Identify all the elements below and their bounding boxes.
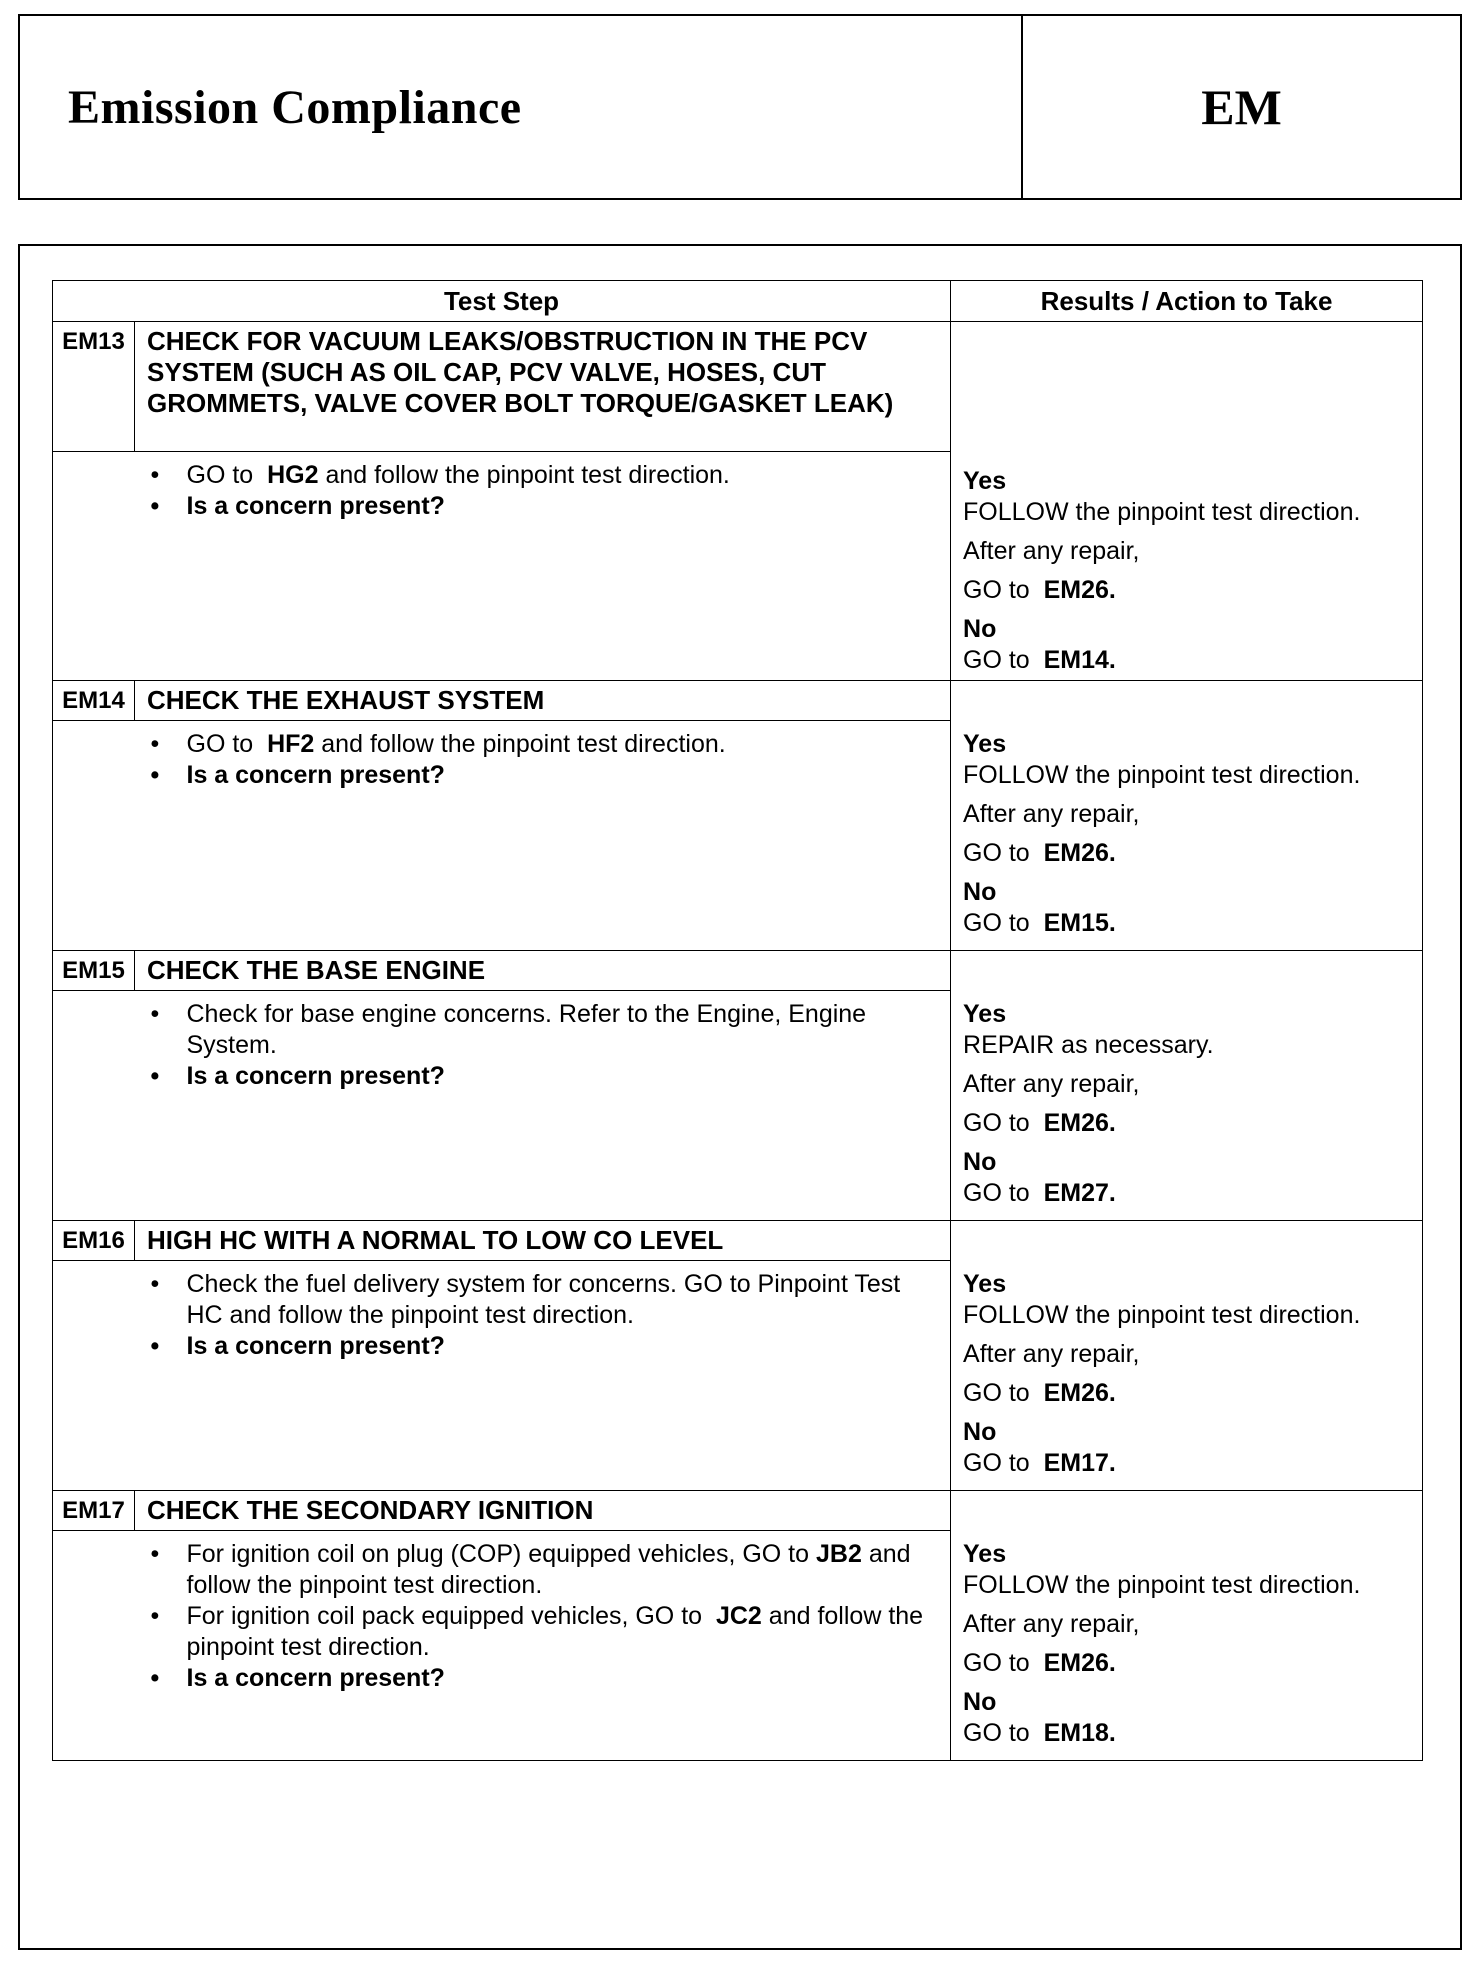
result-after-repair: After any repair, (963, 1610, 1140, 1638)
step-id-spacer (53, 1531, 135, 1761)
goto-ref: EM26. (1043, 1109, 1116, 1137)
result-no-label: No (963, 878, 997, 906)
goto-text: GO to (963, 1179, 1030, 1207)
step-body (135, 721, 951, 951)
step-bullet: • For ignition coil on plug (COP) equipped vehicles, GO to JB2 and follow the pinpoint test direction. (145, 1539, 941, 1601)
result-no-goto (963, 1718, 1416, 1749)
content-frame (18, 244, 1462, 1950)
page-header (18, 14, 1462, 200)
step-title: HIGH HC WITH A NORMAL TO LOW CO LEVEL (135, 1221, 951, 1261)
step-id-spacer (53, 721, 135, 951)
result-yes-action: FOLLOW the pinpoint test direction. (963, 1571, 1361, 1599)
result-goto (963, 575, 1416, 606)
result-yes-action: FOLLOW the pinpoint test direction. (963, 1301, 1361, 1329)
goto-text: GO to (963, 1719, 1030, 1747)
step-title: CHECK THE EXHAUST SYSTEM (135, 681, 951, 721)
step-question: • Is a concern present? (145, 1061, 941, 1092)
step-row-em15-title (53, 951, 1423, 991)
table-header-row (53, 281, 1423, 322)
step-question: • Is a concern present? (145, 1663, 941, 1694)
goto-ref: EM17. (1043, 1449, 1116, 1477)
step-title: CHECK FOR VACUUM LEAKS/OBSTRUCTION IN THE PCV SYSTEM (SUCH AS OIL CAP, PCV VALVE, HOSES, CUT GROMMETS, VALVE COVER BOLT TORQUE/GASKET LEAK) (135, 322, 951, 452)
step-title: CHECK THE SECONDARY IGNITION (135, 1491, 951, 1531)
step-id: EM15 (53, 951, 135, 991)
step-id: EM17 (53, 1491, 135, 1531)
goto-ref: EM26. (1043, 1379, 1116, 1407)
goto-text: GO to (963, 909, 1030, 937)
result-no-goto (963, 1448, 1416, 1479)
step-bullets (145, 460, 941, 522)
goto-text: GO to (963, 1449, 1030, 1477)
header-title-cell (20, 16, 1023, 198)
goto-ref: EM18. (1043, 1719, 1116, 1747)
result-after-repair: After any repair, (963, 1340, 1140, 1368)
col-header-results: Results / Action to Take (951, 281, 1423, 322)
step-row-em16-title (53, 1221, 1423, 1261)
step-title: CHECK THE BASE ENGINE (135, 951, 951, 991)
result-yes-action: FOLLOW the pinpoint test direction. (963, 761, 1361, 789)
step-bullet: • Check for base engine concerns. Refer to the Engine, Engine System. (145, 999, 941, 1061)
result-no-label: No (963, 1418, 997, 1446)
step-bullets (145, 1539, 941, 1694)
step-id-spacer (53, 452, 135, 681)
result-no-goto (963, 645, 1416, 676)
result-goto (963, 1108, 1416, 1139)
step-row-em14-title (53, 681, 1423, 721)
goto-text: GO to (963, 576, 1030, 604)
result-after-repair: After any repair, (963, 1070, 1140, 1098)
step-bullets (145, 999, 941, 1092)
result-goto (963, 1648, 1416, 1679)
result-yes-action: FOLLOW the pinpoint test direction. (963, 498, 1361, 526)
result-after-repair: After any repair, (963, 537, 1140, 565)
goto-text: GO to (963, 839, 1030, 867)
result-yes-label: Yes (963, 1270, 1007, 1298)
goto-ref: EM26. (1043, 839, 1116, 867)
step-body (135, 452, 951, 681)
result-yes-action: REPAIR as necessary. (963, 1031, 1214, 1059)
goto-text: GO to (963, 1379, 1030, 1407)
result-goto (963, 1378, 1416, 1409)
step-bullets (145, 1269, 941, 1362)
result-yes-label: Yes (963, 1540, 1007, 1568)
col-header-test-step: Test Step (53, 281, 951, 322)
goto-ref: EM26. (1043, 576, 1116, 604)
result-cell (951, 1491, 1423, 1761)
step-id: EM13 (53, 322, 135, 452)
result-no-goto (963, 908, 1416, 939)
header-code-cell (1023, 16, 1460, 198)
goto-text: GO to (963, 1109, 1030, 1137)
goto-text: GO to (963, 1649, 1030, 1677)
result-cell (951, 322, 1423, 681)
result-yes-label: Yes (963, 467, 1007, 495)
step-id: EM14 (53, 681, 135, 721)
step-id-spacer (53, 991, 135, 1221)
goto-ref: EM15. (1043, 909, 1116, 937)
section-code: EM (1201, 79, 1282, 135)
goto-ref: EM14. (1043, 646, 1116, 674)
section-title: Emission Compliance (68, 80, 522, 134)
step-body (135, 1531, 951, 1761)
result-yes-label: Yes (963, 730, 1007, 758)
step-body (135, 1261, 951, 1491)
goto-ref: EM27. (1043, 1179, 1116, 1207)
result-no-goto (963, 1178, 1416, 1209)
result-no-label: No (963, 615, 997, 643)
step-bullet: • For ignition coil pack equipped vehicles, GO to JC2 and follow the pinpoint test direction. (145, 1601, 941, 1663)
test-step-table-wrap (52, 280, 1422, 1761)
step-bullet: • Check the fuel delivery system for concerns. GO to Pinpoint Test HC and follow the pinpoint test direction. (145, 1269, 941, 1331)
goto-text: GO to (963, 646, 1030, 674)
result-no-label: No (963, 1688, 997, 1716)
step-id: EM16 (53, 1221, 135, 1261)
goto-ref: EM26. (1043, 1649, 1116, 1677)
result-no-label: No (963, 1148, 997, 1176)
step-question: • Is a concern present? (145, 760, 941, 791)
result-cell (951, 681, 1423, 951)
step-bullets (145, 729, 941, 791)
test-step-table (52, 280, 1423, 1761)
step-question: • Is a concern present? (145, 1331, 941, 1362)
step-body (135, 991, 951, 1221)
result-goto (963, 838, 1416, 869)
step-question: • Is a concern present? (145, 491, 941, 522)
result-after-repair: After any repair, (963, 800, 1140, 828)
step-row-em13-title (53, 322, 1423, 452)
step-bullet: • GO to HG2 and follow the pinpoint test direction. (145, 460, 941, 491)
step-row-em17-title (53, 1491, 1423, 1531)
result-yes-label: Yes (963, 1000, 1007, 1028)
step-bullet: • GO to HF2 and follow the pinpoint test direction. (145, 729, 941, 760)
result-cell (951, 951, 1423, 1221)
step-id-spacer (53, 1261, 135, 1491)
result-cell (951, 1221, 1423, 1491)
